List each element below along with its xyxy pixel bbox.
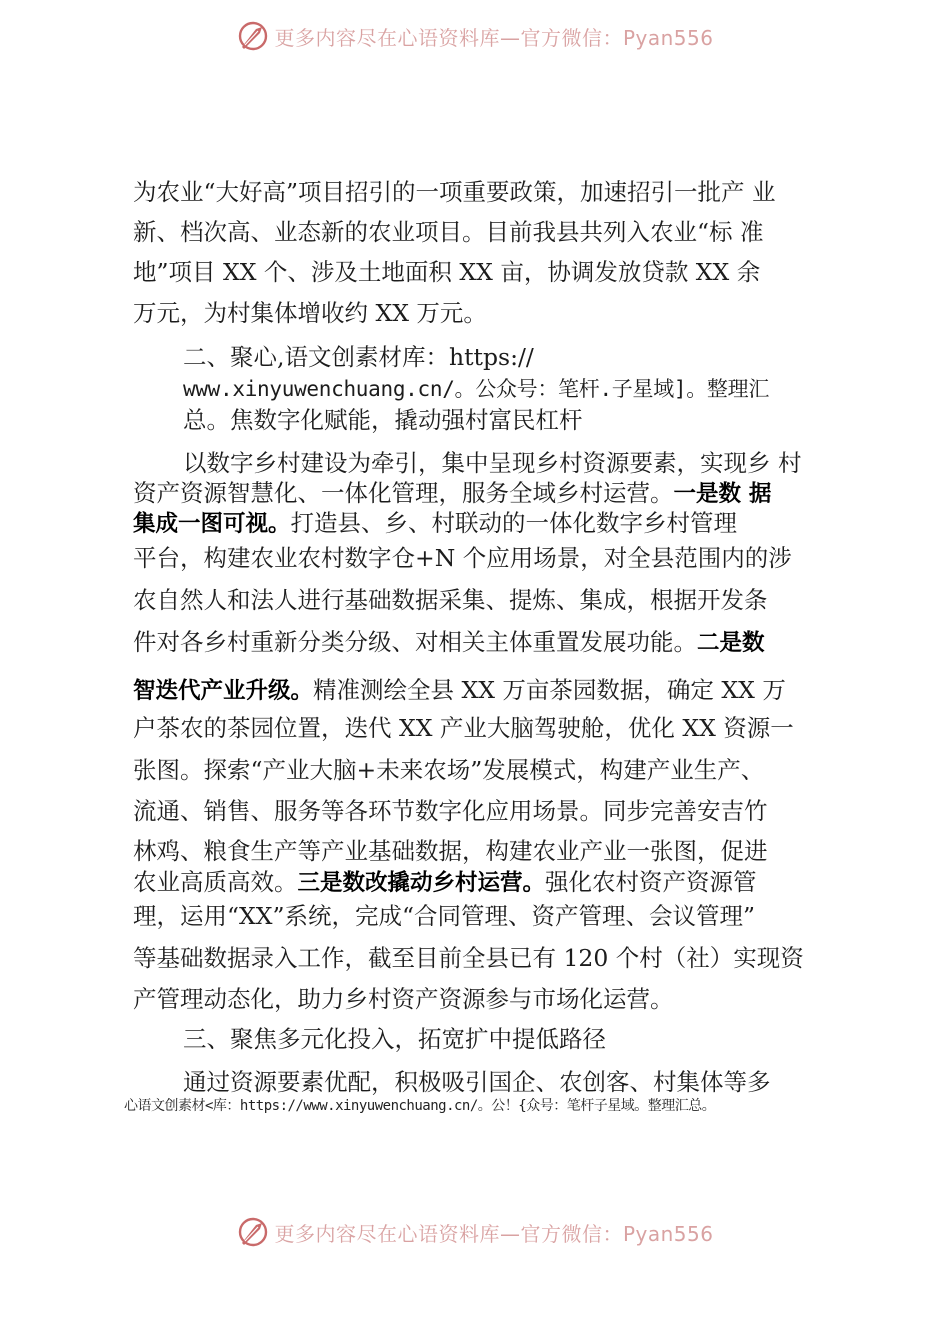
text-line	[133, 867, 757, 898]
text-run: 精准测绘全县 XX 万亩茶园数据，确定 XX 万	[313, 676, 786, 704]
text-line: 以数字乡村建设为牵引，集中呈现乡村资源要素，实现乡 村	[183, 449, 802, 477]
text-line: 理，运用“XX”系统，完成“合同管理、资产管理、会议管理”	[133, 902, 756, 930]
text-line	[133, 508, 737, 539]
text-run: 件对各乡村重新分类分级、对相关主体重置发展功能。	[133, 628, 697, 656]
text-line: 为农业“大好高”项目招引的一项重要政策，加速招引一批产 业	[133, 178, 776, 206]
text-line: 流通、销售、服务等各环节数字化应用场景。同步完善安吉竹	[133, 797, 768, 825]
text-line: 张图。探索“产业大脑+未来农场”发展模式，构建产业生产、	[133, 756, 765, 784]
text-line: 林鸡、粮食生产等产业基础数据，构建农业产业一张图，促进	[133, 837, 768, 865]
text-line: 万元，为村集体增收约 XX 万元。	[133, 299, 487, 327]
text-run: 强化农村资产资源管	[545, 868, 757, 896]
section-heading: 三、聚焦多元化投入，拓宽扩中提低路径	[183, 1025, 606, 1053]
header-banner	[0, 16, 950, 56]
text-run: 打造县、乡、村联动的一体化数字乡村管理	[290, 509, 738, 537]
pen-nib-logo-icon	[236, 1215, 270, 1249]
text-line	[133, 675, 786, 706]
bold-phrase: 三是数改撬动乡村运营。	[297, 870, 546, 896]
footer-banner	[0, 1212, 950, 1252]
text-line: 农自然人和法人进行基础数据采集、提炼、集成，根据开发条	[133, 586, 768, 614]
text-line: www.xinyuwenchuang.cn/。公众号：笔杆.子星域]。整理汇	[183, 377, 770, 401]
watermark-footer: 心语文创素材<库：https://www.xinyuwenchuang.cn/。公！{众号：笔杆子星域。整理汇总。	[124, 1098, 716, 1114]
text-line: 地”项目 XX 个、涉及土地面积 XX 亩，协调发放贷款 XX 余	[133, 258, 761, 286]
bold-phrase: 集成一图可视。	[133, 511, 291, 537]
text-line: 新、档次高、业态新的农业项目。目前我县共列入农业“标 准	[133, 218, 764, 246]
text-line: 户茶农的茶园位置，迭代 XX 产业大脑驾驶舱，优化 XX 资源一	[133, 714, 794, 742]
text-line	[133, 627, 765, 658]
text-line: 平台，构建农业农村数字仓+N 个应用场景，对全县范围内的涉	[133, 544, 792, 572]
text-line	[133, 478, 771, 509]
bold-phrase: 智迭代产业升级。	[133, 678, 314, 704]
banner-text: 更多内容尽在心语资料库—官方微信：Pyan556	[274, 1221, 714, 1246]
text-run: 资产资源智慧化、一体化管理，服务全域乡村运营。	[133, 479, 674, 507]
banner-text: 更多内容尽在心语资料库—官方微信：Pyan556	[274, 25, 714, 50]
text-run: 农业高质高效。	[133, 868, 298, 896]
text-line: 通过资源要素优配，积极吸引国企、农创客、村集体等多	[183, 1068, 771, 1096]
bold-phrase: 一是数 据	[673, 481, 772, 507]
section-heading: 二、聚心,语文创素材库：https://	[183, 343, 534, 371]
text-line: 等基础数据录入工作，截至目前全县已有 120 个村（社）实现资	[133, 944, 804, 972]
bold-phrase: 二是数	[697, 630, 765, 656]
text-line: 总。焦数字化赋能，撬动强村富民杠杆	[183, 406, 583, 434]
text-line: 产管理动态化，助力乡村资产资源参与市场化运营。	[133, 985, 674, 1013]
pen-nib-logo-icon	[236, 19, 270, 53]
